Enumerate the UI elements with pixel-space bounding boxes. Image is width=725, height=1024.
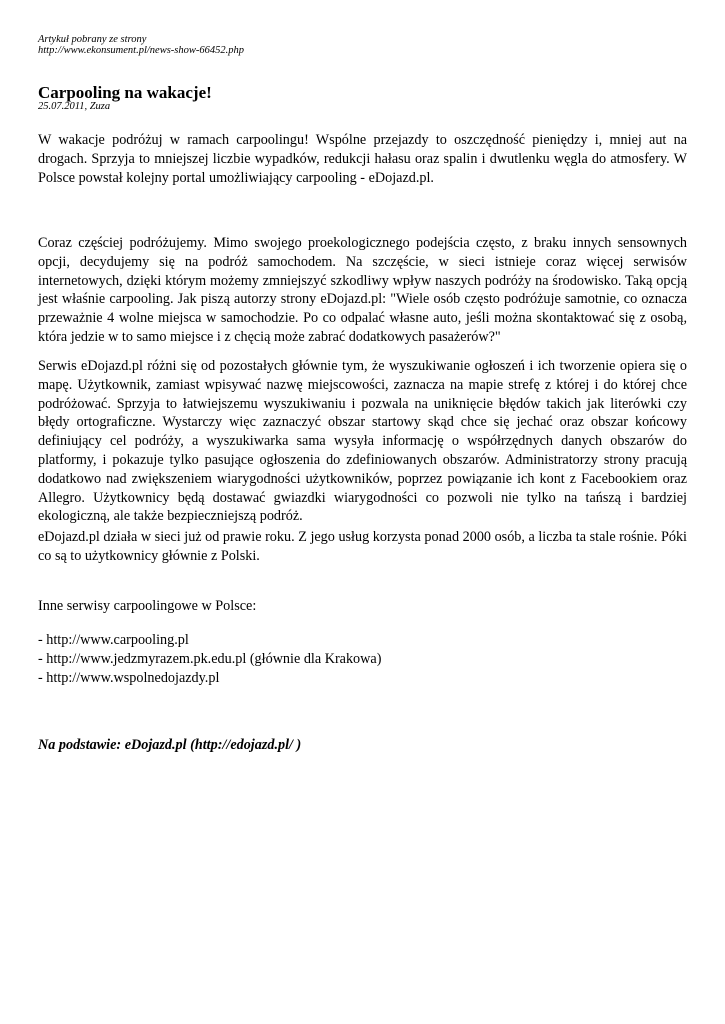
source-info	[38, 34, 244, 56]
paragraph-service: Serwis eDojazd.pl różni się od pozostałych głównie tym, że wyszukiwanie ogłoszeń i ich tworzenie opiera się o mapę. Użytkownik, zamiast wpisywać nazwę miejscowości, zaznacza na mapie strefę z której i do której chce podróżować. Sprzyja to łatwiejszemu wyszukiwaniu i pozwala na uniknięcie błędów takich jak literówki czy błędy ortograficzne. Wystarczy więc zaznaczyć obszar startowy skąd chce się jechać oraz obszar końcowy definiujący cel podróży, a wyszukiwarka sama wysyła informację o współrzędnych danych obszarów do platformy, i pokazuje tylko pasujące ogłoszenia do zdefiniowanych obszarów. Administratorzy strony pracują dodatkowo nad zwiększeniem wiarygodności użytkowników, poprzez powiązanie ich kont z Facebookiem oraz Allegro. Użytkownicy będą dostawać gwiazdki wiarygodności co pozwoli nie tylko na tańszą i bardziej ekologiczną, ale także bezpieczniejszą podróż.	[38, 358, 687, 525]
service-link: - http://www.carpooling.pl	[38, 632, 189, 648]
paragraph-travel: Coraz częściej podróżujemy. Mimo swojego proekologicznego podejścia często, z braku innych sensownych opcji, decydujemy się na podróż samochodem. Na szczęście, w sieci istnieje coraz więcej serwisów internetowych, dzięki którym możemy zmniejszyć szkodliwy wpływ naszych podróży na środowisko. Taką opcją jest właśnie carpooling. Jak piszą autorzy strony eDojazd.pl: "Wiele osób często podróżuje samotnie, co oznacza przeważnie 4 wolne miejsca w samochodzie. Po co odpalać własne auto, jeśli można skontaktować się z osobą, która jedzie w to samo miejsce i z chęcią może zabrać dodatkowych pasażerów?"	[38, 235, 687, 345]
source-url: http://www.ekonsument.pl/news-show-66452.php	[38, 45, 245, 56]
paragraph-intro: W wakacje podróżuj w ramach carpoolingu! Wspólne przejazdy to oszczędność pieniędzy i, mniej aut na drogach. Sprzyja to mniejszej liczbie wypadków, redukcji hałasu oraz spalin i dwutlenku węgla do atmosfery. W Polsce powstał kolejny portal umożliwiający carpooling - eDojazd.pl.	[38, 132, 687, 186]
source-label: Artykuł pobrany ze strony	[38, 34, 147, 45]
paragraph-usage: eDojazd.pl działa w sieci już od prawie roku. Z jego usług korzysta ponad 2000 osób, a liczba ta stale rośnie. Póki co są to użytkownicy głównie z Polski.	[38, 529, 687, 564]
service-links-list	[38, 631, 381, 687]
article-date-author: 25.07.2011, Zuza	[38, 101, 111, 112]
paragraph-other-services: Inne serwisy carpoolingowe w Polsce:	[38, 598, 257, 614]
service-link: - http://www.jedzmyrazem.pk.edu.pl (głównie dla Krakowa)	[38, 650, 382, 667]
service-link: - http://www.wspolnedojazdy.pl	[38, 669, 220, 686]
source-attribution: Na podstawie: eDojazd.pl (http://edojazd.pl/ )	[38, 737, 302, 753]
article-title: Carpooling na wakacje!	[38, 83, 212, 102]
